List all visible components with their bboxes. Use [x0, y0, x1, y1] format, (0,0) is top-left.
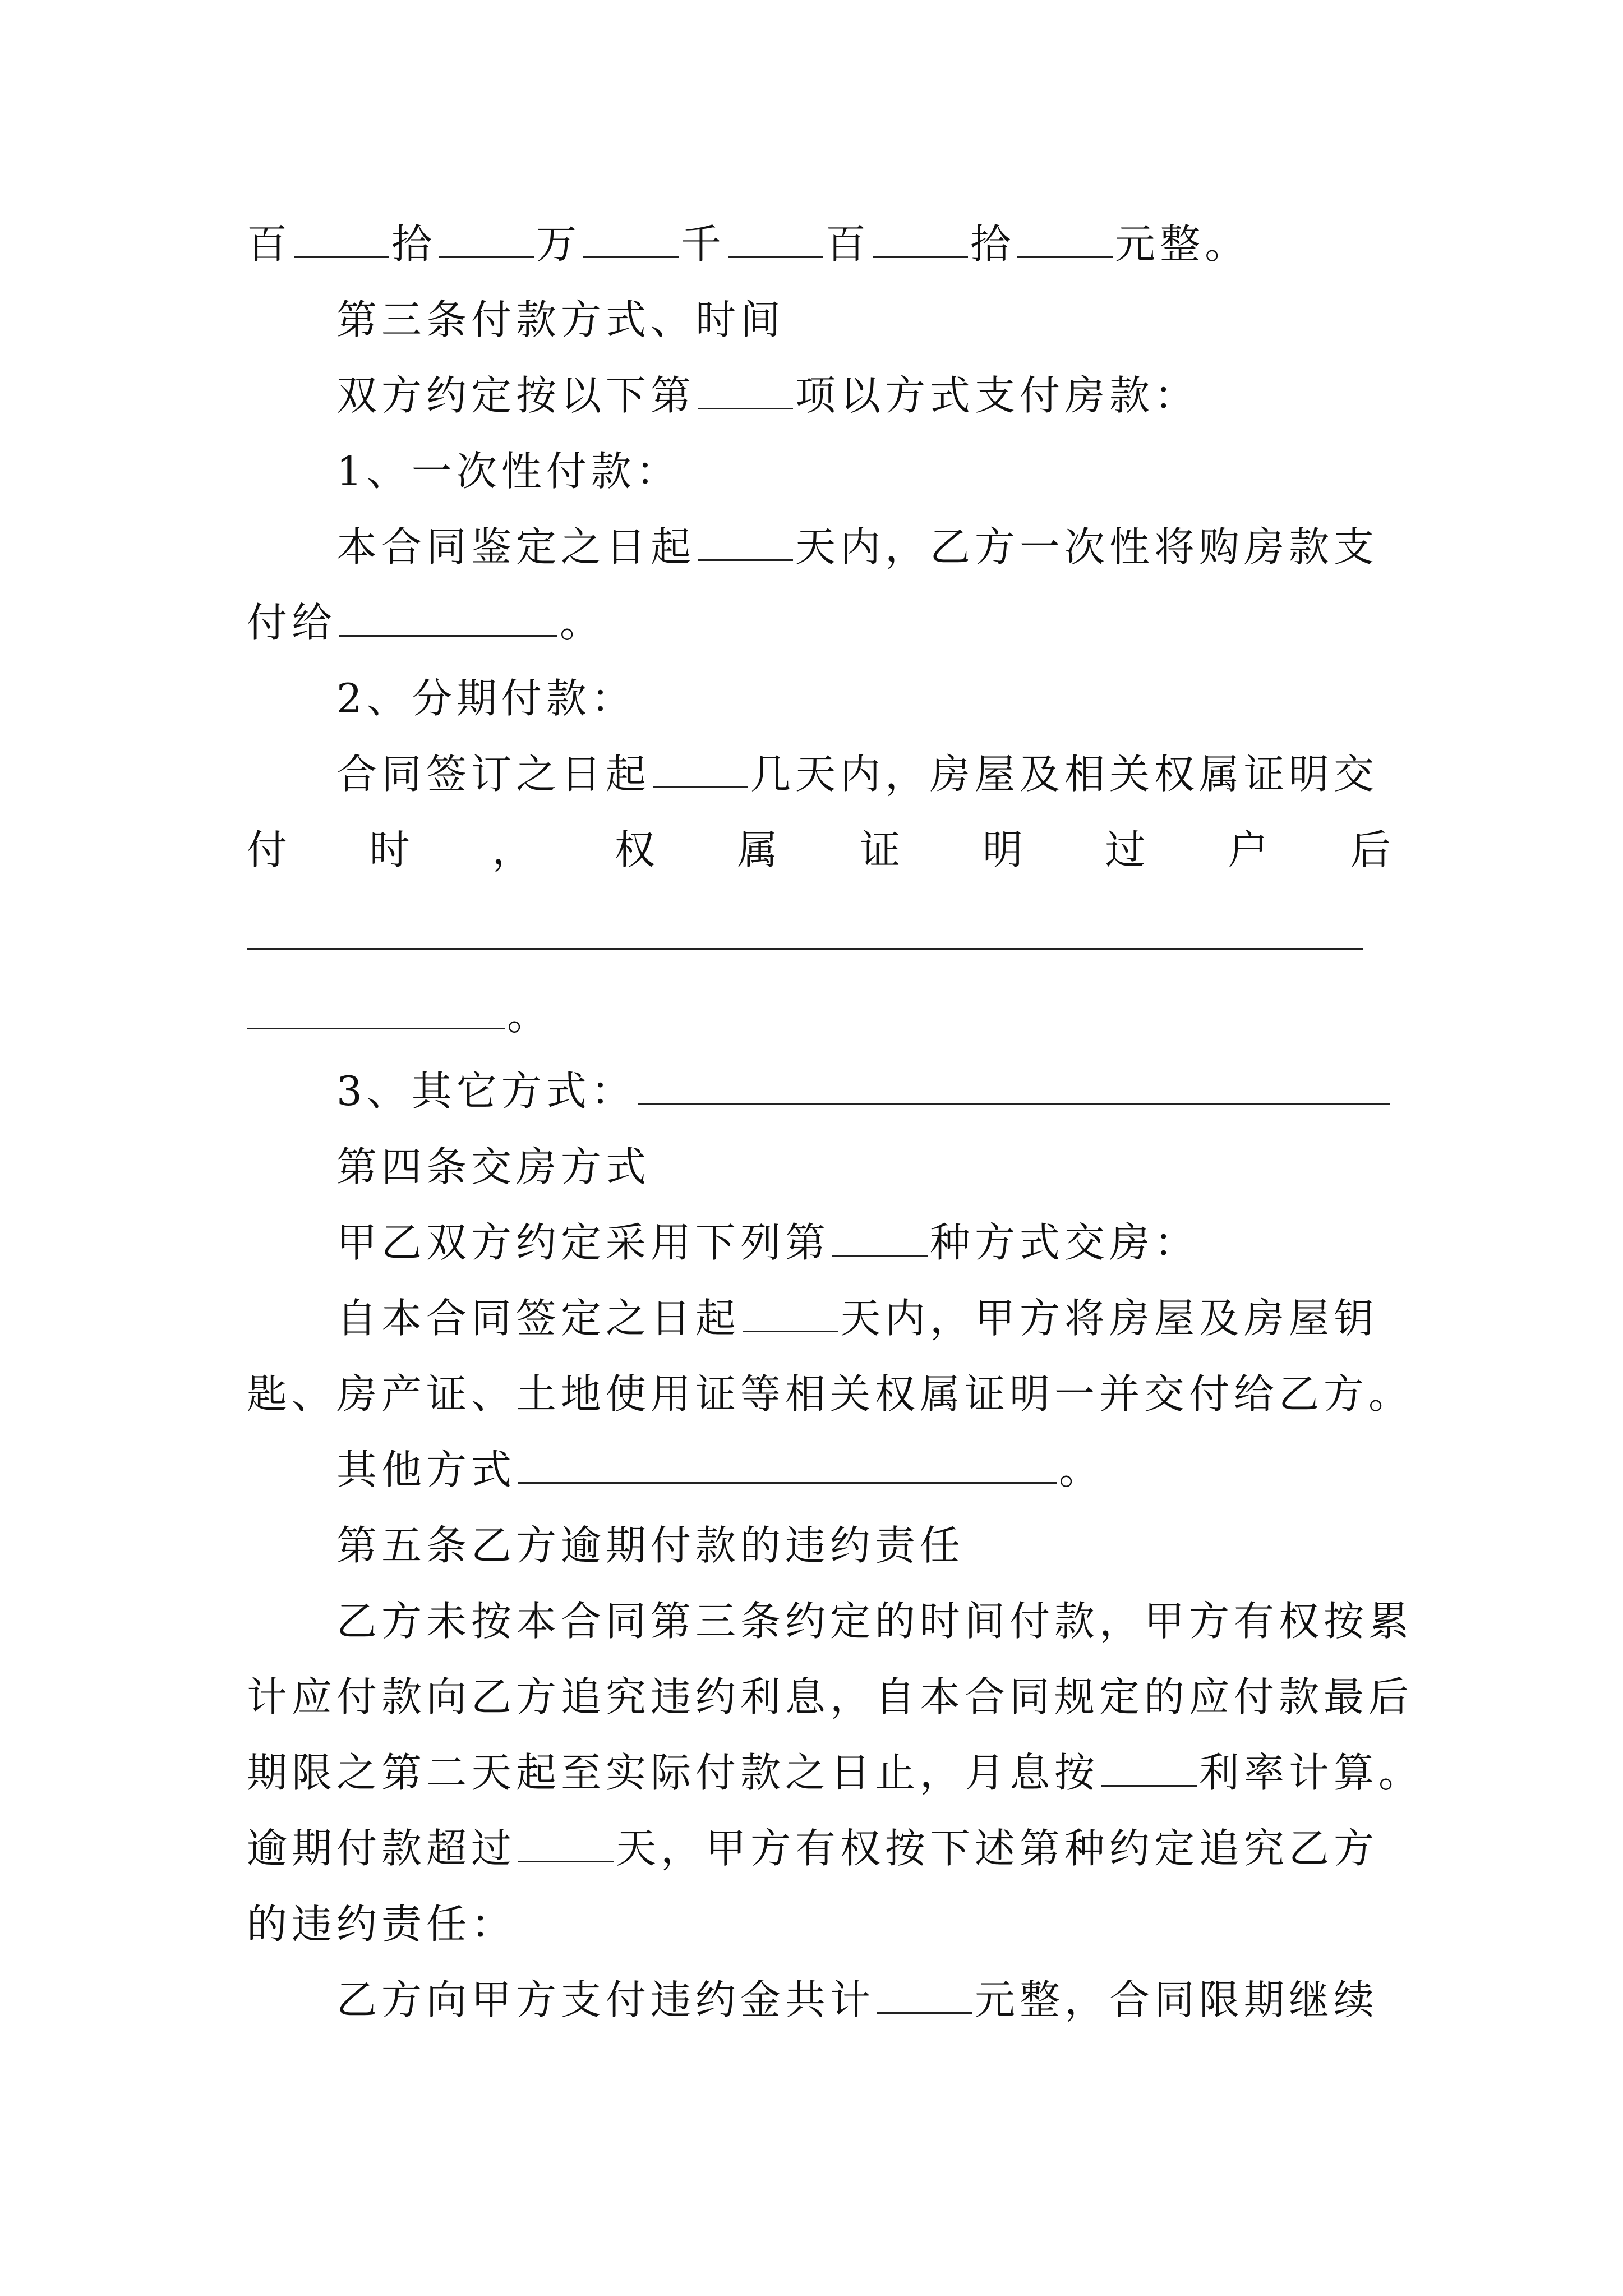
- blank-field: [698, 524, 793, 561]
- text-segment: 种方式交房：: [930, 1219, 1200, 1266]
- blank-field: [1101, 1750, 1197, 1787]
- unit-qian: 千: [681, 220, 726, 268]
- text-segment: 自本合同签定之日起: [336, 1295, 741, 1342]
- blank-field: [518, 1826, 614, 1862]
- blank-field: [877, 1977, 972, 2014]
- char: 付: [247, 826, 288, 873]
- paragraph-line: [247, 1363, 1414, 1425]
- list-item-line: [336, 1060, 1391, 1122]
- heading-text: 第五条乙方逾期付款的违约责任: [336, 1522, 965, 1569]
- article-heading: [336, 1136, 1391, 1198]
- text-segment: 其他方式: [336, 1446, 517, 1493]
- unit-yuan: 元整。: [1115, 220, 1250, 268]
- text-segment: 元整，合同限期继续: [975, 1976, 1379, 2023]
- blank-field: [1017, 222, 1113, 258]
- blank-field: [638, 1069, 1390, 1105]
- char: 明: [982, 826, 1023, 873]
- paragraph-line: [336, 1212, 1391, 1273]
- unit-wan: 万: [536, 220, 582, 268]
- paragraph-line: [247, 1818, 1391, 1879]
- char: 后: [1350, 826, 1391, 873]
- heading-text: 第三条付款方式、时间: [336, 296, 786, 343]
- paragraph-line: [247, 984, 1391, 1046]
- paragraph-line: [336, 1590, 1414, 1652]
- list-item-text: 1、一次性付款：: [336, 448, 681, 495]
- unit-shi: 拾: [970, 220, 1016, 268]
- text-segment: 本合同鉴定之日起: [336, 523, 696, 570]
- blank-field: [698, 373, 793, 409]
- text-segment: 利率计算。: [1199, 1749, 1424, 1796]
- text-segment: 付给: [247, 599, 337, 646]
- text-segment: 。: [1059, 1446, 1104, 1493]
- char: ，: [492, 826, 533, 873]
- list-item-line: [336, 440, 1391, 502]
- text-segment: 乙方向甲方支付违约金共计: [336, 1976, 875, 2023]
- blank-field: [728, 222, 823, 258]
- blank-rule: [247, 948, 1363, 950]
- char: 时: [369, 826, 410, 873]
- paragraph-line: [247, 1666, 1414, 1728]
- list-item-text: 3、其它方式：: [336, 1068, 636, 1115]
- amount-in-words-line: [247, 213, 1391, 275]
- unit-bai: 百: [826, 220, 871, 268]
- paragraph-line: [247, 1742, 1424, 1803]
- heading-text: 第四条交房方式: [336, 1143, 651, 1190]
- text-segment: 逾期付款超过: [247, 1825, 517, 1872]
- article-heading: [336, 289, 1391, 351]
- text-segment: 。: [560, 599, 605, 646]
- list-item-text: 2、分期付款：: [336, 675, 636, 722]
- list-item-line: [336, 668, 1391, 729]
- char: 证: [860, 826, 901, 873]
- blank-field: [518, 1447, 1057, 1484]
- blank-field: [743, 1296, 838, 1332]
- blank-field: [873, 222, 968, 258]
- justified-line: [247, 819, 1391, 881]
- text-segment: 天内，乙方一次性将购房款支: [795, 523, 1379, 570]
- paragraph-line: [336, 1439, 1391, 1501]
- text-segment: 匙、房产证、土地使用证等相关权属证明一并交付给乙方。: [247, 1370, 1414, 1418]
- paragraph-line: [336, 1969, 1391, 2031]
- char: 户: [1228, 826, 1269, 873]
- text-segment: 合同签订之日起: [336, 751, 651, 798]
- text-segment: 几天内，房屋及相关权属证明交: [750, 751, 1379, 798]
- text-segment: 天，甲方有权按下述第种约定追究乙方: [616, 1825, 1379, 1872]
- text-segment: 期限之第二天起至实际付款之日止，月息按: [247, 1749, 1100, 1796]
- text-segment: 计应付款向乙方追究违约利息，自本合同规定的应付款最后: [247, 1673, 1414, 1720]
- blank-field: [339, 600, 557, 637]
- paragraph-line: [336, 743, 1391, 805]
- blank-field: [247, 993, 505, 1029]
- blank-field: [583, 222, 679, 258]
- text-segment: 双方约定按以下第: [336, 372, 696, 419]
- text-segment: 乙方未按本合同第三条约定的时间付款，甲方有权按累: [336, 1598, 1414, 1645]
- blank-field: [832, 1220, 928, 1257]
- paragraph-line: [336, 516, 1391, 578]
- paragraph-line: [247, 1893, 1391, 1955]
- char: 属: [737, 826, 778, 873]
- text-segment: 天内，甲方将房屋及房屋钥: [840, 1295, 1379, 1342]
- paragraph-line: [247, 592, 1391, 654]
- char: 过: [1105, 826, 1146, 873]
- paragraph-line: [336, 365, 1391, 426]
- unit-bai: 百: [247, 220, 292, 268]
- text-segment: 。: [507, 992, 552, 1039]
- char: 权: [614, 826, 655, 873]
- article-heading: [336, 1515, 1391, 1576]
- text-segment: 甲乙双方约定采用下列第: [336, 1219, 831, 1266]
- blank-field: [294, 222, 389, 258]
- unit-shi: 拾: [391, 220, 437, 268]
- text-segment: 项以方式支付房款：: [795, 372, 1200, 419]
- paragraph-line: [336, 1287, 1391, 1349]
- text-segment: 的违约责任：: [247, 1901, 517, 1948]
- blank-field: [653, 752, 748, 788]
- blank-field: [439, 222, 534, 258]
